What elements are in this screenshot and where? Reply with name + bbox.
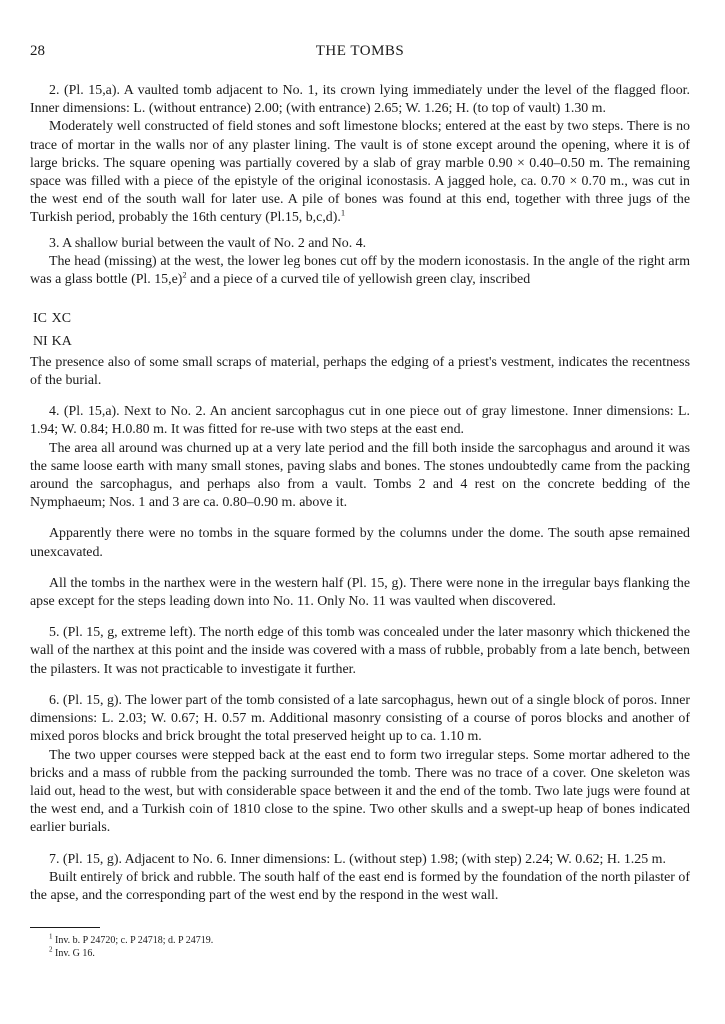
paragraph-tomb-2-description bbox=[30, 118, 690, 227]
footnote-divider bbox=[30, 927, 100, 928]
paragraph-text: The head (missing) at the west, the lower leg bones cut off by the modern iconostasis. In the angle of the right arm was a glass bottle (Pl. 15,e) bbox=[30, 253, 690, 288]
inscription-ka: KA bbox=[51, 333, 72, 349]
paragraph-inscription-line bbox=[30, 289, 690, 307]
inscription-xc: XC bbox=[51, 311, 71, 327]
paragraph-tomb-3-description bbox=[30, 253, 690, 289]
page-number: 28 bbox=[30, 43, 45, 59]
footnote-text: Inv. G 16. bbox=[52, 948, 95, 960]
paragraph-tomb-4-description: The area all around was churned up at a very late period and the fill both inside the sarcophagus and around it was the same loose earth with many small stones, paving slabs and bones. The stones undoubtedly came from the packing around the sarcophagus, and perhaps also from a vault. Tombs 2 and 4 rest on the concrete bedding of the Nymphaeum; Nos. 1 and 3 are ca. 0.80–0.90 m. above it. bbox=[30, 440, 690, 511]
paragraph-tomb-4: 4. (Pl. 15,a). Next to No. 2. An ancient sarcophagus cut in one piece out of gray limestone. Inner dimensions: L. 1.94; W. 0.84; H.0.80 m. It was fitted for re-use with two steps at the east end. bbox=[30, 404, 690, 438]
footnote-1 bbox=[30, 934, 690, 947]
paragraph-dome-square: Apparently there were no tombs in the square formed by the columns under the dome. The south apse remained unexcavated. bbox=[30, 526, 690, 560]
inscription-ni: NI bbox=[33, 333, 48, 349]
paragraph-text: and a piece of a curved tile of yellowish green clay, inscribed bbox=[186, 272, 531, 288]
paragraph-tomb-7-description: Built entirely of brick and rubble. The south half of the east end is formed by the foundation of the north pilaster of the apse, and the corresponding part of the west end by the respond in the west wall. bbox=[30, 869, 690, 903]
footnote-mark: 1 bbox=[49, 932, 53, 941]
paragraph-text: The presence also of some small scraps of material, perhaps the edging of a priest's vestment, indicates the recentness of the burial. bbox=[30, 354, 690, 389]
footnote-ref-1[interactable]: 1 bbox=[340, 207, 346, 218]
running-title: THE TOMBS bbox=[315, 43, 405, 59]
footnote-ref-2[interactable]: 2 bbox=[182, 269, 187, 280]
footnote-2 bbox=[30, 947, 690, 960]
paragraph-tomb-6-description: The two upper courses were stepped back at the east end to form two irregular steps. Some mortar adhered to the bricks and a mass of rubble from the packing surrounded the tomb. There was no trace of a cover. One skeleton was laid out, head to the west, but with considerable space between it and the end of the tomb. Two late jugs were found at the west end, and a Turkish coin of 1810 close to the spine. Two other skulls and a swept-up heap of bones indicated earlier burials. bbox=[30, 747, 690, 836]
paragraph-tomb-6: 6. (Pl. 15, g). The lower part of the tomb consisted of a late sarcophagus, hewn out of a single block of poros. Inner dimensions: L. 2.03; W. 0.67; H. 0.57 m. Additional masonry consisting of a course of poros blocks and another of mixed poros blocks and brick brought the total preserved height up to ca. 1.10 m. bbox=[30, 692, 690, 745]
paragraph-tomb-7: 7. (Pl. 15, g). Adjacent to No. 6. Inner dimensions: L. (without step) 1.98; (with step) 2.24; W. 0.62; H. 1.25 m. bbox=[49, 851, 666, 867]
paragraph-narthex: All the tombs in the narthex were in the western half (Pl. 15, g). There were none in the irregular bays flanking the apse except for the steps leading down into No. 11. Only No. 11 was vaulted when discovered. bbox=[30, 575, 690, 610]
footnote-mark: 2 bbox=[49, 945, 53, 954]
paragraph-tomb-2: 2. (Pl. 15,a). A vaulted tomb adjacent to No. 1, its crown lying immediately under the level of the flagged floor. Inner dimensions: L. (without entrance) 2.00; (with entrance) 2.65; W. 1.26; H. (to top of vault) 1.30 m. bbox=[30, 83, 690, 117]
paragraph-tomb-3: 3. A shallow burial between the vault of No. 2 and No. 4. bbox=[49, 235, 367, 251]
inscription-ic: IC bbox=[33, 311, 47, 327]
page-header bbox=[30, 40, 690, 62]
paragraph-tomb-5: 5. (Pl. 15, g, extreme left). The north edge of this tomb was concealed under the later masonry which thickened the wall of the narthex at this point and the inside was covered with a mass of rubble, probably from a late bench, between the pilasters. It was not practicable to investigate it further. bbox=[30, 625, 690, 677]
document-page bbox=[30, 40, 690, 960]
footnote-text: Inv. b. P 24720; c. P 24718; d. P 24719. bbox=[52, 935, 214, 947]
footnotes bbox=[30, 934, 690, 960]
paragraph-text: Moderately well constructed of field stones and soft limestone blocks; entered at the east by two steps. There is no trace of mortar in the walls nor of any plaster lining. The vault is of stone except around the opening, where it is of large bricks. The square opening was partially covered by a slab of gray marble 0.90 × 0.40–0.50 m. The remaining space was filled with a piece of the epistyle of the original iconostasis. A jagged hole, ca. 0.70 × 0.70 m., was cut in the west end of the south wall for later use. A pile of bones was found at this end, together with three jugs of the Turkish period, probably the 16th century (Pl.15, b,c,d). bbox=[30, 119, 690, 226]
